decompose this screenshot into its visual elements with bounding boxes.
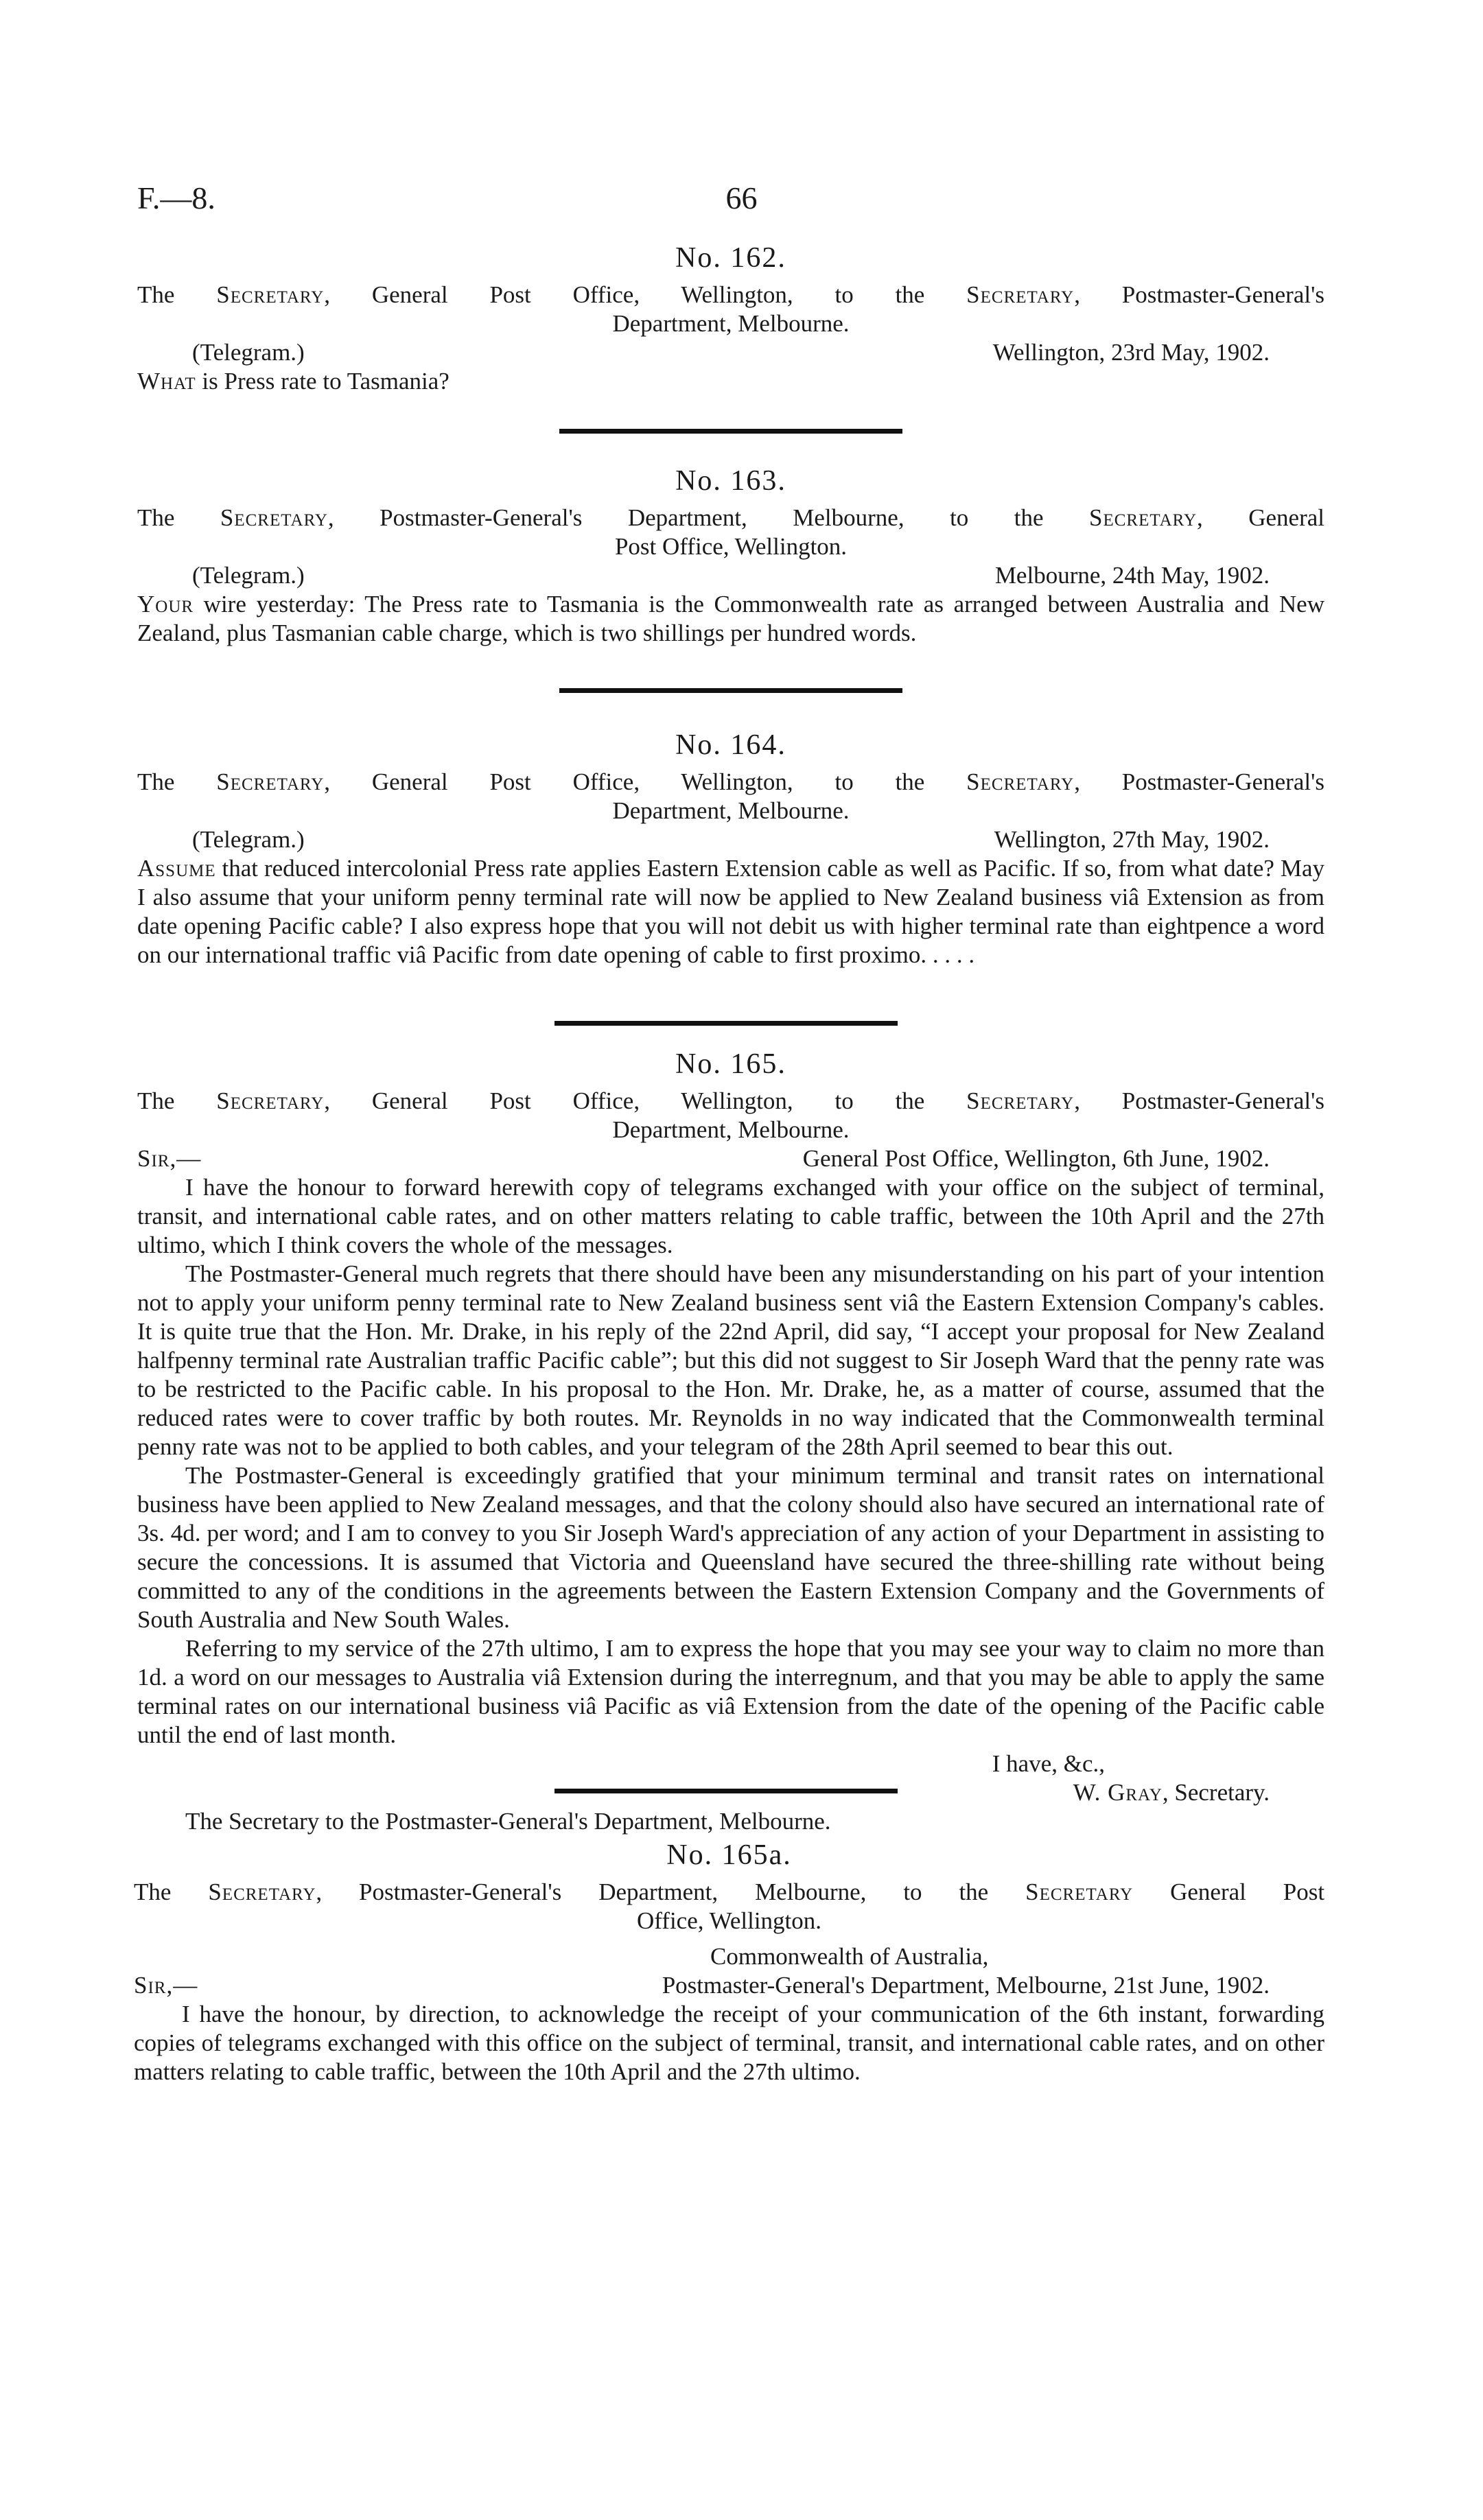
telegram-line <box>137 338 1324 367</box>
section-divider <box>559 688 902 693</box>
dateline-1: Commonwealth of Australia, <box>710 1943 989 1970</box>
paragraph: I have the honour to forward herewith copy of telegrams exchanged with your office on the subject of terminal, transit, and international cable rates, and on other matters relating to cable traffic, between the 10th April and the 27th ultimo, which I think covers the whole of the messages. <box>137 1174 1324 1258</box>
letter-heading: The Secretary, Postmaster-General's Department, Melbourne, to the Secretary, General <box>137 504 1325 531</box>
salutation: Sir,— <box>137 1145 202 1172</box>
letter-165 <box>137 1050 1324 1836</box>
section-divider <box>554 1021 898 1026</box>
paragraph: I have the honour, by direction, to acknowledge the receipt of your communication of the 6th instant, forwarding copies of telegrams exchanged with this office on the subject of terminal, transit, and international cable rates, and on other matters relating to cable traffic, between the 10th April and the 27th ultimo. <box>134 2001 1324 2085</box>
telegram-label: (Telegram.) <box>192 826 305 853</box>
dateline: Wellington, 27th May, 1902. <box>994 826 1270 853</box>
closing: I have, &c., <box>992 1750 1105 1777</box>
letter-162 <box>137 244 1324 396</box>
salutation-line <box>137 1144 1324 1173</box>
letter-heading-cont: Department, Melbourne. <box>612 310 850 337</box>
letter-number: No. 165a. <box>666 1839 792 1871</box>
paragraph: The Postmaster-General much regrets that there should have been any misunderstanding on his part of your intention not to apply your uniform penny terminal rate to New Zealand business sent viâ the Eastern Extension Company's cables. It is quite true that the Hon. Mr. Drake, in his reply of the 22nd April, did say, “I accept your proposal for New Zealand halfpenny terminal rate Australian traffic Pacific cable”; but this did not suggest to Sir Joseph Ward that the penny rate was to be restricted to the Pacific cable. In his proposal to the Hon. Mr. Drake, he, as a matter of course, assumed that the reduced rates were to cover traffic by both routes. Mr. Reynolds in no way indicated that the Commonwealth terminal penny rate was not to be applied to both cables, and your telegram of the 28th April seemed to bear this out. <box>137 1260 1324 1460</box>
addressee: The Secretary to the Postmaster-General's Department, Melbourne. <box>185 1808 831 1835</box>
paragraph: Referring to my service of the 27th ultimo, I am to express the hope that you may see your way to claim no more than 1d. a word on our messages to Australia viâ Extension during the interregnum, and that you may be able to apply the same terminal rates on our international business viâ Pacific as viâ Extension from the date of the opening of the Pacific cable until the end of last month. <box>137 1635 1324 1748</box>
telegram-line <box>137 561 1324 590</box>
dateline: Wellington, 23rd May, 1902. <box>992 339 1270 366</box>
page-number: 66 <box>725 180 758 215</box>
letter-body: Your wire yesterday: The Press rate to Tasmania is the Commonwealth rate as arranged between Australia and New Zealand, plus Tasmanian cable charge, which is two shillings per hundred words. <box>137 591 1324 646</box>
letter-163 <box>137 467 1324 648</box>
telegram-label: (Telegram.) <box>192 339 305 366</box>
letter-heading: The Secretary, General Post Office, Wellington, to the Secretary, Postmaster-General's <box>137 1087 1325 1114</box>
letter-number: No. 163. <box>675 465 786 497</box>
section-divider <box>559 429 902 434</box>
salutation-line <box>134 1971 1324 2000</box>
salutation: Sir,— <box>134 1972 198 1999</box>
dateline-2: Postmaster-General's Department, Melbourne, 21st June, 1902. <box>662 1972 1270 1999</box>
letter-number: No. 164. <box>675 729 786 761</box>
letter-heading: The Secretary, Postmaster-General's Department, Melbourne, to the Secretary General Post <box>134 1879 1325 1905</box>
letter-164 <box>137 731 1324 969</box>
letter-body: Assume that reduced intercolonial Press rate applies Eastern Extension cable as well as Pacific. If so, from what date? May I also assume that your uniform penny terminal rate will now be applied to New Zealand business viâ Extension as from date opening Pacific cable? I also express hope that you will not debit us with higher terminal rate than eightpence a word on our international traffic viâ Pacific from date opening of cable to first proximo. . . . . <box>137 855 1324 968</box>
letter-heading-cont: Department, Melbourne. <box>612 797 850 824</box>
letter-heading-cont: Office, Wellington. <box>636 1907 822 1934</box>
letter-number: No. 165. <box>675 1048 786 1080</box>
telegram-label: (Telegram.) <box>192 562 305 589</box>
letter-165a <box>134 1841 1324 2086</box>
dateline: Melbourne, 24th May, 1902. <box>994 562 1270 589</box>
dateline: General Post Office, Wellington, 6th June, 1902. <box>802 1145 1270 1172</box>
paragraph: The Postmaster-General is exceedingly gratified that your minimum terminal and transit rates on international business have been applied to New Zealand messages, and that the colony should also have secured an international rate of 3s. 4d. per word; and I am to convey to you Sir Joseph Ward's appreciation of any action of your Department in assisting to secure the concessions. It is assumed that Victoria and Queensland have secured the three-shilling rate without being committed to any of the conditions in the agreements between the Eastern Extension Company and the Governments of South Australia and New South Wales. <box>137 1462 1324 1633</box>
letter-heading-cont: Department, Melbourne. <box>612 1116 850 1143</box>
letter-body: What is Press rate to Tasmania? <box>137 368 449 395</box>
letter-heading-cont: Post Office, Wellington. <box>614 533 848 560</box>
section-divider <box>554 1789 898 1793</box>
letter-heading: The Secretary, General Post Office, Wellington, to the Secretary, Postmaster-General's <box>137 281 1325 308</box>
letter-heading: The Secretary, General Post Office, Wellington, to the Secretary, Postmaster-General's <box>137 768 1325 795</box>
document-reference: F.—8. <box>137 180 215 215</box>
signature: W. Gray, Secretary. <box>1073 1779 1270 1806</box>
telegram-line <box>137 825 1324 854</box>
letter-number: No. 162. <box>675 242 786 274</box>
